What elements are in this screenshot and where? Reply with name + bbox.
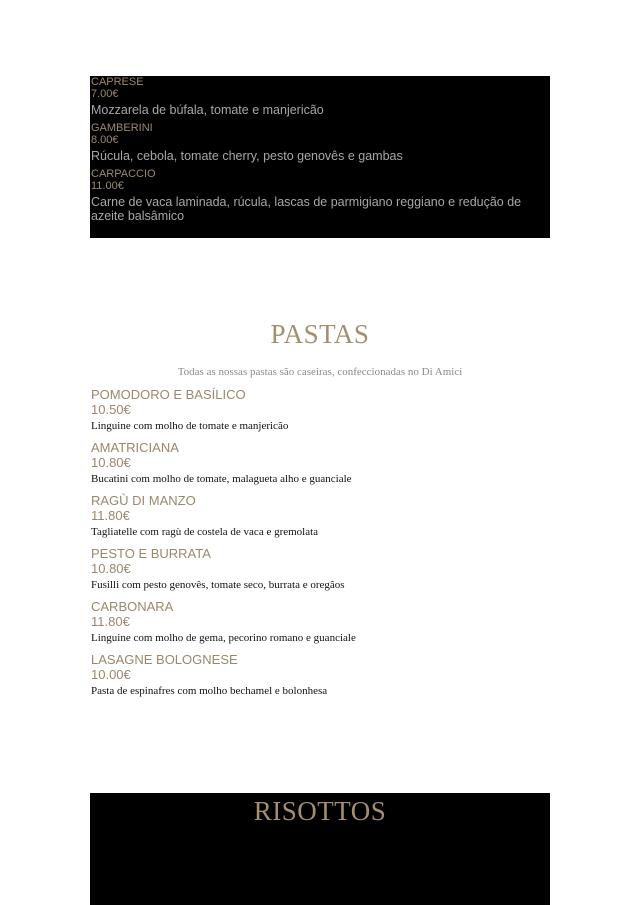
item-price: 8.00€ xyxy=(91,134,119,146)
item-name: LASAGNE BOLOGNESE xyxy=(91,652,238,667)
antipasti-block xyxy=(90,76,550,238)
item-price: 11.80€ xyxy=(91,508,130,523)
item-description: Mozzarela de búfala, tomate e manjericão xyxy=(91,103,324,117)
menu-item-gamberini xyxy=(90,122,550,163)
item-name: CARPACCIO xyxy=(91,168,156,180)
menu-item-pomodoro xyxy=(91,387,551,433)
item-name: CAPRESE xyxy=(91,76,144,88)
risottos-heading: RISOTTOS xyxy=(253,796,387,826)
menu-item-lasagne-bolognese xyxy=(91,652,551,698)
menu-item-ragu-di-manzo xyxy=(91,493,551,539)
item-name: PESTO E BURRATA xyxy=(91,546,211,561)
menu-item-carbonara xyxy=(91,599,551,645)
item-price: 7.00€ xyxy=(91,88,119,100)
menu-item-caprese xyxy=(90,76,550,117)
item-name: AMATRICIANA xyxy=(91,440,179,455)
item-price: 11.80€ xyxy=(91,614,130,629)
item-price: 11.00€ xyxy=(91,180,124,192)
item-description: Rúcula, cebola, tomate cherry, pesto genovês e gambas xyxy=(91,149,403,163)
menu-item-carpaccio xyxy=(90,168,550,223)
item-name: RAGÙ DI MANZO xyxy=(91,493,196,508)
item-price: 10.50€ xyxy=(91,402,131,417)
item-description: Bucatini com molho de tomate, malagueta alho e guanciale xyxy=(91,473,352,485)
menu-item-amatriciana xyxy=(91,440,551,486)
item-description: Linguine com molho de gema, pecorino romano e guanciale xyxy=(91,632,356,644)
item-name: POMODORO E BASÍLICO xyxy=(91,387,246,402)
item-price: 10.00€ xyxy=(91,667,131,682)
pastas-heading: PASTAS xyxy=(270,319,370,349)
item-description: Fusilli com pesto genovês, tomate seco, burrata e oregãos xyxy=(91,579,345,591)
item-description: Linguine com molho de tomate e manjericão xyxy=(91,420,289,432)
pastas-list xyxy=(91,387,551,705)
item-name: GAMBERINI xyxy=(91,122,153,134)
item-name: CARBONARA xyxy=(91,599,174,614)
item-description: Pasta de espinafres com molho bechamel e bolonhesa xyxy=(91,685,328,697)
item-price: 10.80€ xyxy=(91,561,131,576)
item-price: 10.80€ xyxy=(91,455,131,470)
menu-item-pesto-e-burrata xyxy=(91,546,551,592)
item-description: Tagliatelle com ragù de costela de vaca e gremolata xyxy=(91,526,319,538)
pastas-subtitle: Todas as nossas pastas são caseiras, confeccionadas no Di Amici xyxy=(177,366,463,378)
item-description: Carne de vaca laminada, rúcula, lascas de parmigiano reggiano e redução de azeite balsâmico xyxy=(91,195,522,223)
